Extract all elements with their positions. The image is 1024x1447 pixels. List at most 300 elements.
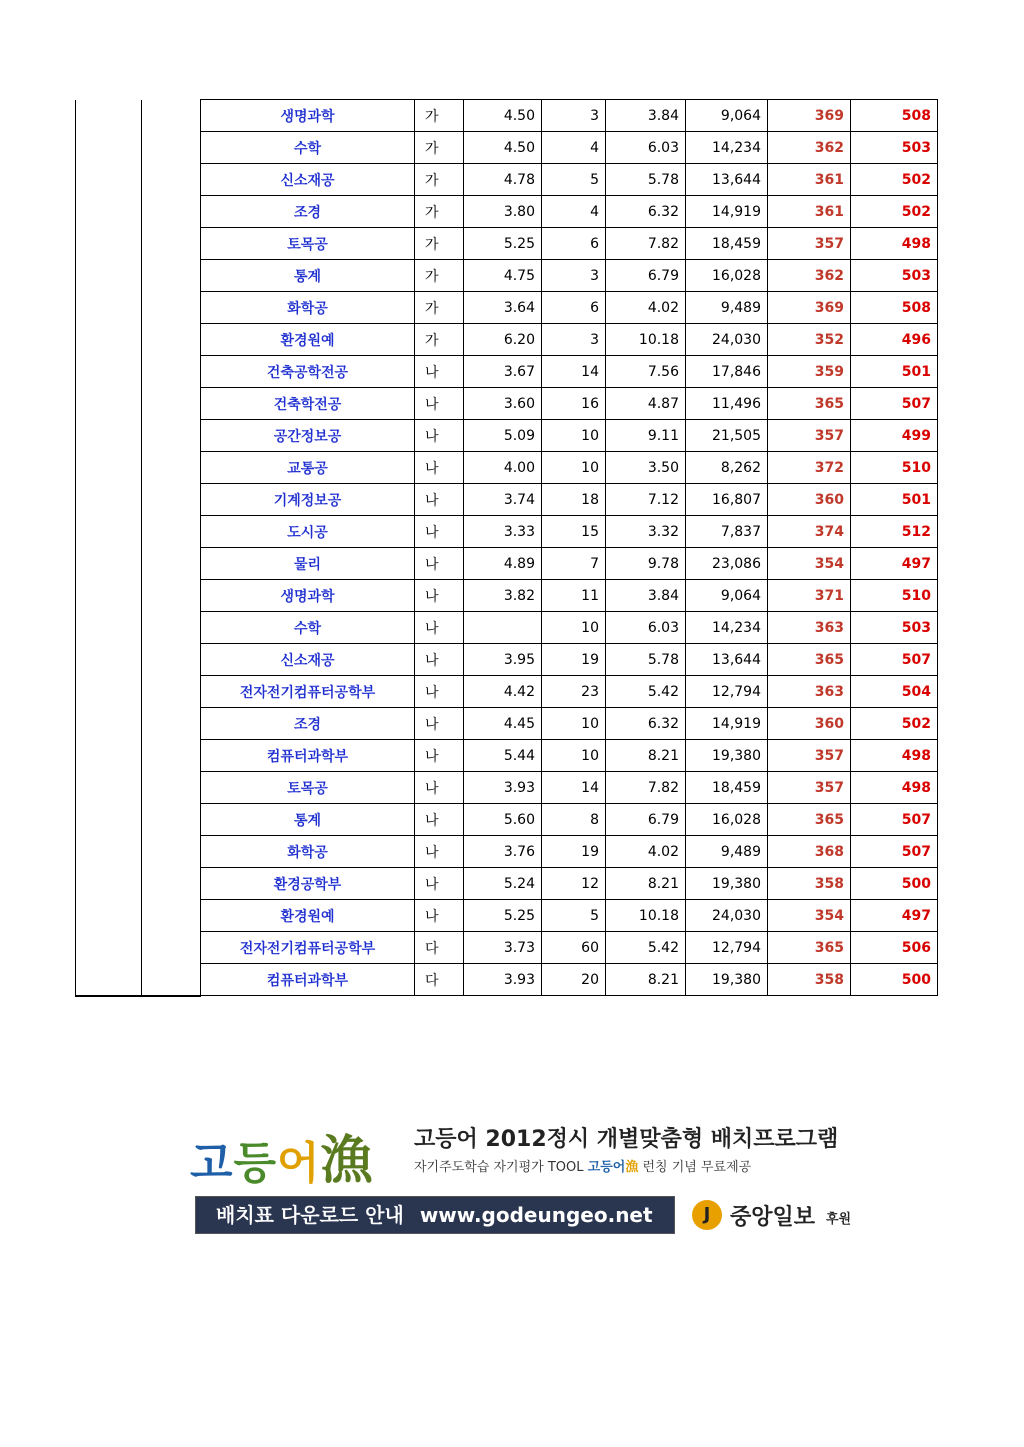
cell-value-3: 8.21 [606,740,686,772]
cell-score-2: 507 [851,644,938,676]
cell-score-1: 365 [768,644,851,676]
cell-value-1: 5.25 [464,900,542,932]
empty-cell [76,260,142,292]
empty-cell [76,676,142,708]
cell-value-4: 9,064 [686,580,768,612]
empty-cell [142,900,201,932]
cell-value-3: 3.32 [606,516,686,548]
subtitle-brand-hanja: 漁 [625,1160,639,1175]
cell-value-4: 24,030 [686,324,768,356]
cell-score-2: 503 [851,132,938,164]
cell-department: 전자전기컴퓨터공학부 [201,676,415,708]
empty-cell [76,228,142,260]
empty-cell [76,772,142,804]
cell-score-2: 502 [851,196,938,228]
empty-cell [142,228,201,260]
empty-cell [76,292,142,324]
empty-cell [76,548,142,580]
empty-cell [142,452,201,484]
empty-cell [142,612,201,644]
cell-score-2: 502 [851,708,938,740]
cell-department: 전자전기컴퓨터공학부 [201,932,415,964]
cell-group: 가 [415,228,464,260]
subtitle-brand: 고등어 [587,1160,626,1175]
empty-cell [76,836,142,868]
cell-value-1: 3.82 [464,580,542,612]
cell-value-4: 16,028 [686,804,768,836]
cell-department: 물리 [201,548,415,580]
cell-group: 나 [415,388,464,420]
cell-value-3: 6.79 [606,804,686,836]
cell-value-2: 7 [542,548,606,580]
cell-department: 신소재공 [201,164,415,196]
cell-value-2: 60 [542,932,606,964]
logo-char-3: 어 [277,1138,321,1189]
cell-score-1: 368 [768,836,851,868]
cell-score-1: 360 [768,484,851,516]
cell-score-2: 502 [851,164,938,196]
cell-value-1: 5.44 [464,740,542,772]
cell-department: 생명과학 [201,100,415,132]
table-row [76,292,938,324]
empty-cell [76,324,142,356]
cell-department: 공간정보공 [201,420,415,452]
cell-value-2: 6 [542,228,606,260]
empty-cell [142,260,201,292]
cell-value-3: 5.42 [606,676,686,708]
empty-cell [142,132,201,164]
empty-cell [76,900,142,932]
cell-value-2: 3 [542,100,606,132]
cell-score-1: 363 [768,676,851,708]
cell-group: 나 [415,356,464,388]
cell-value-4: 18,459 [686,228,768,260]
cell-score-1: 357 [768,420,851,452]
cell-group: 가 [415,100,464,132]
cell-score-2: 510 [851,452,938,484]
cell-department: 통계 [201,804,415,836]
cell-value-1: 4.00 [464,452,542,484]
empty-cell [76,164,142,196]
cell-value-2: 4 [542,196,606,228]
cell-group: 나 [415,484,464,516]
table-row [76,676,938,708]
cell-value-2: 14 [542,356,606,388]
cell-value-4: 21,505 [686,420,768,452]
empty-cell [142,932,201,964]
cell-value-3: 10.18 [606,900,686,932]
cell-department: 통계 [201,260,415,292]
empty-cell [142,676,201,708]
cell-department: 토목공 [201,228,415,260]
cell-value-3: 4.02 [606,836,686,868]
empty-cell [76,964,142,996]
cell-department: 신소재공 [201,644,415,676]
cell-value-4: 19,380 [686,964,768,996]
cell-score-1: 372 [768,452,851,484]
cell-score-2: 497 [851,900,938,932]
cell-score-1: 358 [768,964,851,996]
empty-cell [142,708,201,740]
empty-cell [76,452,142,484]
cell-value-3: 7.56 [606,356,686,388]
cell-value-4: 13,644 [686,164,768,196]
cell-score-2: 507 [851,836,938,868]
cell-value-2: 19 [542,836,606,868]
empty-cell [142,292,201,324]
cell-score-1: 365 [768,388,851,420]
cell-group: 나 [415,516,464,548]
cell-score-1: 365 [768,804,851,836]
cell-value-2: 10 [542,740,606,772]
cell-score-1: 361 [768,196,851,228]
cell-value-3: 7.12 [606,484,686,516]
cell-value-4: 24,030 [686,900,768,932]
cell-value-2: 12 [542,868,606,900]
cell-value-2: 14 [542,772,606,804]
empty-cell [76,868,142,900]
cell-value-4: 8,262 [686,452,768,484]
empty-cell [76,644,142,676]
cell-value-3: 6.79 [606,260,686,292]
subtitle-suffix: 런칭 기념 무료제공 [638,1160,752,1175]
empty-cell [76,420,142,452]
table-row [76,932,938,964]
cell-value-3: 7.82 [606,228,686,260]
cell-value-3: 5.78 [606,644,686,676]
cell-group: 나 [415,900,464,932]
table-row [76,836,938,868]
cell-value-3: 4.87 [606,388,686,420]
cell-value-1: 3.67 [464,356,542,388]
cell-value-1 [464,612,542,644]
cell-value-3: 8.21 [606,868,686,900]
cell-score-1: 360 [768,708,851,740]
empty-cell [76,100,142,132]
cell-value-1: 3.93 [464,964,542,996]
cell-value-4: 12,794 [686,932,768,964]
cell-group: 나 [415,708,464,740]
cell-department: 환경원예 [201,900,415,932]
cell-value-3: 5.78 [606,164,686,196]
table-row [76,580,938,612]
cell-value-1: 3.93 [464,772,542,804]
cell-value-1: 3.33 [464,516,542,548]
cell-value-1: 3.73 [464,932,542,964]
cell-score-2: 501 [851,484,938,516]
logo-char-4: 漁 [320,1130,374,1191]
cell-department: 화학공 [201,292,415,324]
subtitle-prefix: 자기주도학습 자기평가 TOOL [414,1160,588,1175]
cell-value-2: 23 [542,676,606,708]
cell-score-2: 498 [851,772,938,804]
cell-group: 가 [415,164,464,196]
empty-cell [142,100,201,132]
cell-value-4: 7,837 [686,516,768,548]
empty-cell [142,324,201,356]
empty-cell [76,484,142,516]
cell-score-1: 363 [768,612,851,644]
empty-cell [142,356,201,388]
cell-value-1: 4.45 [464,708,542,740]
download-url-link[interactable]: www.godeungeo.net [419,1203,653,1227]
cell-score-1: 352 [768,324,851,356]
table-row [76,548,938,580]
godeungeo-logo [190,1118,374,1193]
cell-department: 생명과학 [201,580,415,612]
cell-group: 나 [415,452,464,484]
table-row [76,484,938,516]
cell-department: 조경 [201,708,415,740]
cell-value-3: 7.82 [606,772,686,804]
cell-score-2: 500 [851,868,938,900]
table-row [76,420,938,452]
cell-score-2: 504 [851,676,938,708]
cell-value-1: 4.50 [464,100,542,132]
download-bar[interactable] [195,1196,675,1234]
cell-value-3: 6.03 [606,132,686,164]
cell-department: 교통공 [201,452,415,484]
table-row [76,868,938,900]
table-row [76,452,938,484]
cell-group: 가 [415,132,464,164]
cell-value-2: 10 [542,452,606,484]
cell-score-2: 499 [851,420,938,452]
cell-value-3: 9.78 [606,548,686,580]
cell-group: 가 [415,324,464,356]
table-row [76,708,938,740]
empty-cell [142,740,201,772]
cell-score-1: 362 [768,132,851,164]
cell-score-1: 354 [768,548,851,580]
empty-cell [142,164,201,196]
cell-value-2: 18 [542,484,606,516]
cell-value-1: 3.95 [464,644,542,676]
table-row [76,260,938,292]
cell-score-2: 496 [851,324,938,356]
cell-group: 나 [415,676,464,708]
empty-cell [76,932,142,964]
table-row [76,644,938,676]
empty-cell [76,612,142,644]
joongang-logo-icon: J [692,1200,722,1230]
cell-value-2: 10 [542,708,606,740]
table-row [76,900,938,932]
cell-value-3: 6.32 [606,708,686,740]
cell-value-3: 4.02 [606,292,686,324]
table-row [76,612,938,644]
cell-group: 다 [415,964,464,996]
cell-score-2: 508 [851,100,938,132]
cell-value-1: 3.64 [464,292,542,324]
empty-cell [76,804,142,836]
table-row [76,164,938,196]
cell-group: 나 [415,644,464,676]
empty-cell [142,644,201,676]
cell-value-4: 14,234 [686,132,768,164]
cell-score-2: 508 [851,292,938,324]
table-row [76,964,938,996]
cell-value-1: 6.20 [464,324,542,356]
cell-value-1: 5.24 [464,868,542,900]
cell-group: 나 [415,836,464,868]
empty-cell [142,548,201,580]
empty-cell [142,388,201,420]
empty-cell [76,580,142,612]
cell-group: 가 [415,260,464,292]
empty-cell [76,196,142,228]
cell-score-1: 362 [768,260,851,292]
cell-score-1: 361 [768,164,851,196]
banner-subtitle [414,1156,751,1175]
cell-group: 가 [415,196,464,228]
cell-group: 나 [415,804,464,836]
cell-score-2: 507 [851,804,938,836]
cell-score-2: 498 [851,740,938,772]
empty-cell [142,772,201,804]
cell-group: 다 [415,932,464,964]
cell-group: 나 [415,580,464,612]
cell-department: 도시공 [201,516,415,548]
download-label: 배치표 다운로드 안내 [216,1203,404,1227]
empty-cell [76,740,142,772]
cell-value-1: 3.80 [464,196,542,228]
cell-score-2: 510 [851,580,938,612]
cell-department: 환경공학부 [201,868,415,900]
cell-value-4: 16,028 [686,260,768,292]
cell-score-1: 369 [768,292,851,324]
table-row [76,196,938,228]
cell-score-2: 503 [851,612,938,644]
cell-score-2: 500 [851,964,938,996]
cell-value-3: 9.11 [606,420,686,452]
cell-value-3: 3.84 [606,580,686,612]
cell-score-2: 507 [851,388,938,420]
cell-group: 가 [415,292,464,324]
sponsor-name: 중앙일보 [730,1205,816,1230]
cell-group: 나 [415,420,464,452]
cell-value-2: 5 [542,900,606,932]
cell-score-1: 357 [768,228,851,260]
cell-value-1: 3.74 [464,484,542,516]
table-row [76,388,938,420]
cell-department: 기계정보공 [201,484,415,516]
cell-department: 컴퓨터과학부 [201,740,415,772]
empty-cell [142,964,201,996]
cell-department: 조경 [201,196,415,228]
cell-value-3: 5.42 [606,932,686,964]
cell-value-1: 4.42 [464,676,542,708]
empty-cell [76,516,142,548]
sponsor-suffix: 후원 [826,1212,852,1227]
table-row [76,740,938,772]
cell-value-4: 14,919 [686,196,768,228]
logo-char-1: 고 [190,1138,234,1189]
cell-value-2: 3 [542,260,606,292]
cell-value-3: 10.18 [606,324,686,356]
empty-cell [142,420,201,452]
cell-value-3: 6.32 [606,196,686,228]
cell-value-4: 17,846 [686,356,768,388]
cell-value-1: 5.25 [464,228,542,260]
cell-value-4: 14,919 [686,708,768,740]
cell-value-2: 10 [542,420,606,452]
cell-score-1: 365 [768,932,851,964]
cell-department: 컴퓨터과학부 [201,964,415,996]
promo-banner [188,1112,868,1242]
cell-score-1: 358 [768,868,851,900]
cell-score-1: 357 [768,772,851,804]
cell-value-2: 20 [542,964,606,996]
empty-cell [76,356,142,388]
cell-value-4: 19,380 [686,868,768,900]
cell-value-1: 4.50 [464,132,542,164]
empty-cell [142,484,201,516]
cell-score-2: 501 [851,356,938,388]
cell-value-4: 13,644 [686,644,768,676]
cell-value-2: 5 [542,164,606,196]
cell-score-1: 359 [768,356,851,388]
table-body [76,100,938,996]
cell-value-4: 9,489 [686,836,768,868]
cell-score-1: 357 [768,740,851,772]
table-row [76,100,938,132]
table-row [76,132,938,164]
cell-department: 토목공 [201,772,415,804]
cell-value-1: 4.89 [464,548,542,580]
table-row [76,772,938,804]
empty-cell [142,580,201,612]
cell-value-4: 16,807 [686,484,768,516]
cell-department: 건축학전공 [201,388,415,420]
table-row [76,516,938,548]
cell-group: 나 [415,740,464,772]
empty-cell [76,132,142,164]
cell-value-4: 11,496 [686,388,768,420]
empty-cell [142,836,201,868]
table-row [76,228,938,260]
cell-value-2: 3 [542,324,606,356]
cell-value-2: 16 [542,388,606,420]
cell-group: 나 [415,772,464,804]
cell-value-1: 5.60 [464,804,542,836]
cell-score-1: 374 [768,516,851,548]
cell-group: 나 [415,868,464,900]
cell-score-1: 369 [768,100,851,132]
cell-value-4: 9,489 [686,292,768,324]
cell-value-1: 4.75 [464,260,542,292]
cell-department: 수학 [201,132,415,164]
cell-value-4: 18,459 [686,772,768,804]
cell-value-3: 6.03 [606,612,686,644]
cell-group: 나 [415,548,464,580]
cell-value-3: 8.21 [606,964,686,996]
cell-value-2: 6 [542,292,606,324]
cell-value-1: 5.09 [464,420,542,452]
cell-score-1: 371 [768,580,851,612]
table-row [76,324,938,356]
cell-value-2: 11 [542,580,606,612]
cell-department: 수학 [201,612,415,644]
cell-score-2: 498 [851,228,938,260]
cell-value-3: 3.50 [606,452,686,484]
cell-group: 나 [415,612,464,644]
cell-value-4: 12,794 [686,676,768,708]
banner-title: 고등어 2012정시 개별맞춤형 배치프로그램 [414,1127,839,1152]
cell-value-2: 19 [542,644,606,676]
empty-cell [142,196,201,228]
cell-value-1: 3.76 [464,836,542,868]
